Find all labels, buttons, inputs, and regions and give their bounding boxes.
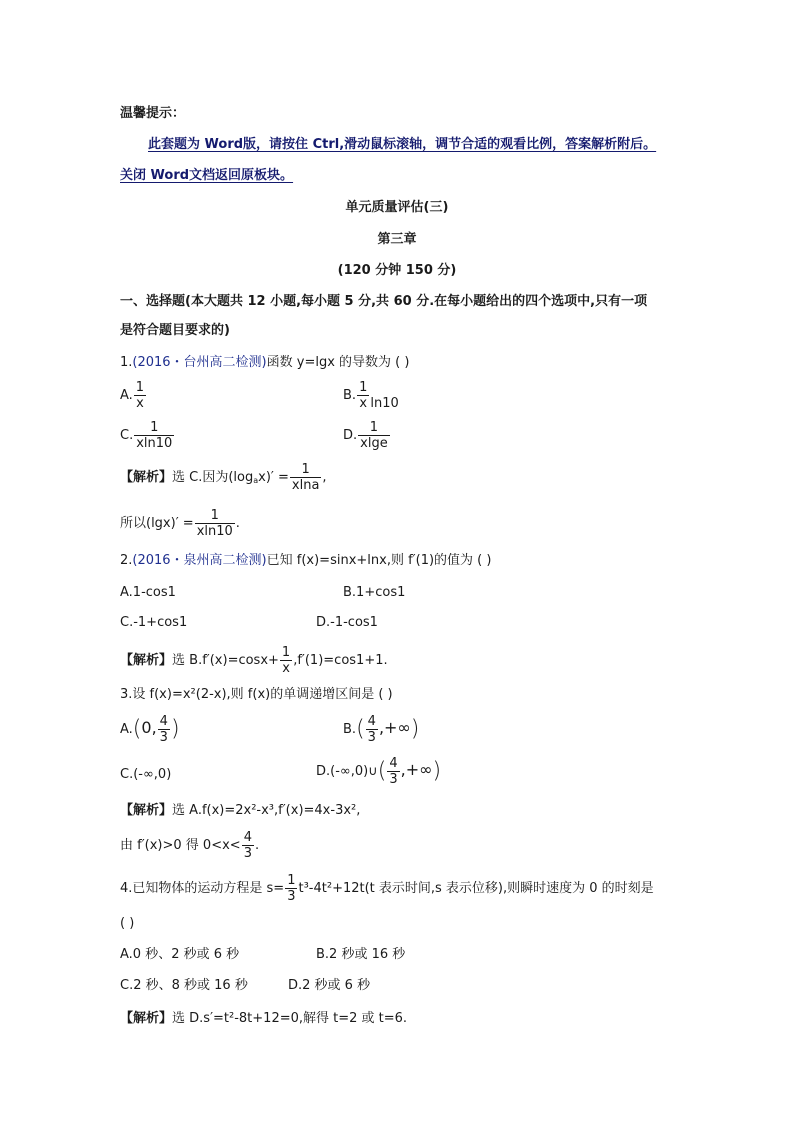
question-2-option-a: A.1-cos1 [120,585,176,600]
question-3-option-c: C.(-∞,0) [120,767,172,782]
question-4-option-d: D.2 秒或 6 秒 [288,978,371,993]
solution-label: 【解析】 [120,470,173,485]
page-title: 单元质量评估(三) [345,200,449,215]
question-1-solution: 【解析】选 C.因为$(\log_ax)'$ = $\frac{1}{xlna}$ , [120,462,327,493]
question-3-stem: 3.设 f(x)=x²(2-x),则 f(x)的单调递增区间是 ( ) [120,687,393,702]
question-1-stem: 1.(2016・台州高二检测)函数 y=lgx 的导数为 ( ) [120,355,410,370]
solution-label: 【解析】 [120,1011,173,1026]
question-1-option-b: B. $\frac{1}{x}$ ln10 [343,380,399,411]
section-heading-line-2: 是符合题目要求的) [120,323,230,338]
question-3-option-b: B.( $\frac{4}{3}$ ,+∞) [343,714,420,745]
chapter-title: 第三章 [377,232,417,247]
question-3-solution: 【解析】选 A.f(x)=2x²-x³,f′(x)=4x-3x², [120,803,361,818]
exam-timing: (120 分钟 150 分) [337,263,457,278]
question-2-option-c: C.-1+cos1 [120,615,188,630]
question-1-option-c: C. $\frac{1}{xln10}$ [120,420,173,451]
question-3-option-a: A.(0, $\frac{4}{3}$ ) [120,714,180,745]
solution-label: 【解析】 [120,653,173,668]
question-3-option-d: D.(-∞,0)∪( $\frac{4}{3}$ ,+∞) [316,756,442,787]
tip-line-2: 关闭 Word文档返回原板块。 [120,168,294,183]
section-heading-line-1: 一、选择题(本大题共 12 小题,每小题 5 分,共 60 分.在每小题给出的四个选项中,只有一项 [120,294,648,309]
question-4-paren: ( ) [120,916,135,931]
solution-label: 【解析】 [120,803,173,818]
question-1-solution-2: 所以(lgx)′ = $\frac{1}{xln10}$ . [120,508,240,539]
question-4-stem: 4.已知物体的运动方程是 s= $\frac{1}{3}$ t³-4t²+12t(t 表示时间,s 表示位移),则瞬时速度为 0 的时刻是 [120,873,654,904]
question-4-option-a: A.0 秒、2 秒或 6 秒 [120,947,240,962]
question-3-solution-2: 由 f′(x)>0 得 0<x< $\frac{4}{3}$ . [120,830,260,861]
question-4-solution: 【解析】选 D.s′=t²-8t+12=0,解得 t=2 或 t=6. [120,1011,408,1026]
tip-line-1: 此套题为 Word版，请按住 Ctrl,滑动鼠标滚轴，调节合适的观看比例，答案解析附后。 [148,137,657,152]
question-4-option-c: C.2 秒、8 秒或 16 秒 [120,978,248,993]
tip-heading: 温馨提示： [120,106,186,121]
question-2-solution: 【解析】选 B.f′(x)=cosx+ $\frac{1}{x}$ ,f′(1)=cos1+1. [120,645,388,676]
question-2-source: (2016・泉州高二检测) [132,553,267,568]
question-2-option-b: B.1+cos1 [343,585,406,600]
question-2-stem: 2.(2016・泉州高二检测)已知 f(x)=sinx+lnx,则 f′(1)的值为 ( ) [120,553,492,568]
question-1-source: (2016・台州高二检测) [132,355,267,370]
question-2-option-d: D.-1-cos1 [316,615,378,630]
question-4-option-b: B.2 秒或 16 秒 [316,947,406,962]
question-1-option-d: D. $\frac{1}{xlge}$ [343,420,388,451]
question-1-option-a: A. $\frac{1}{x}$ [120,380,145,411]
